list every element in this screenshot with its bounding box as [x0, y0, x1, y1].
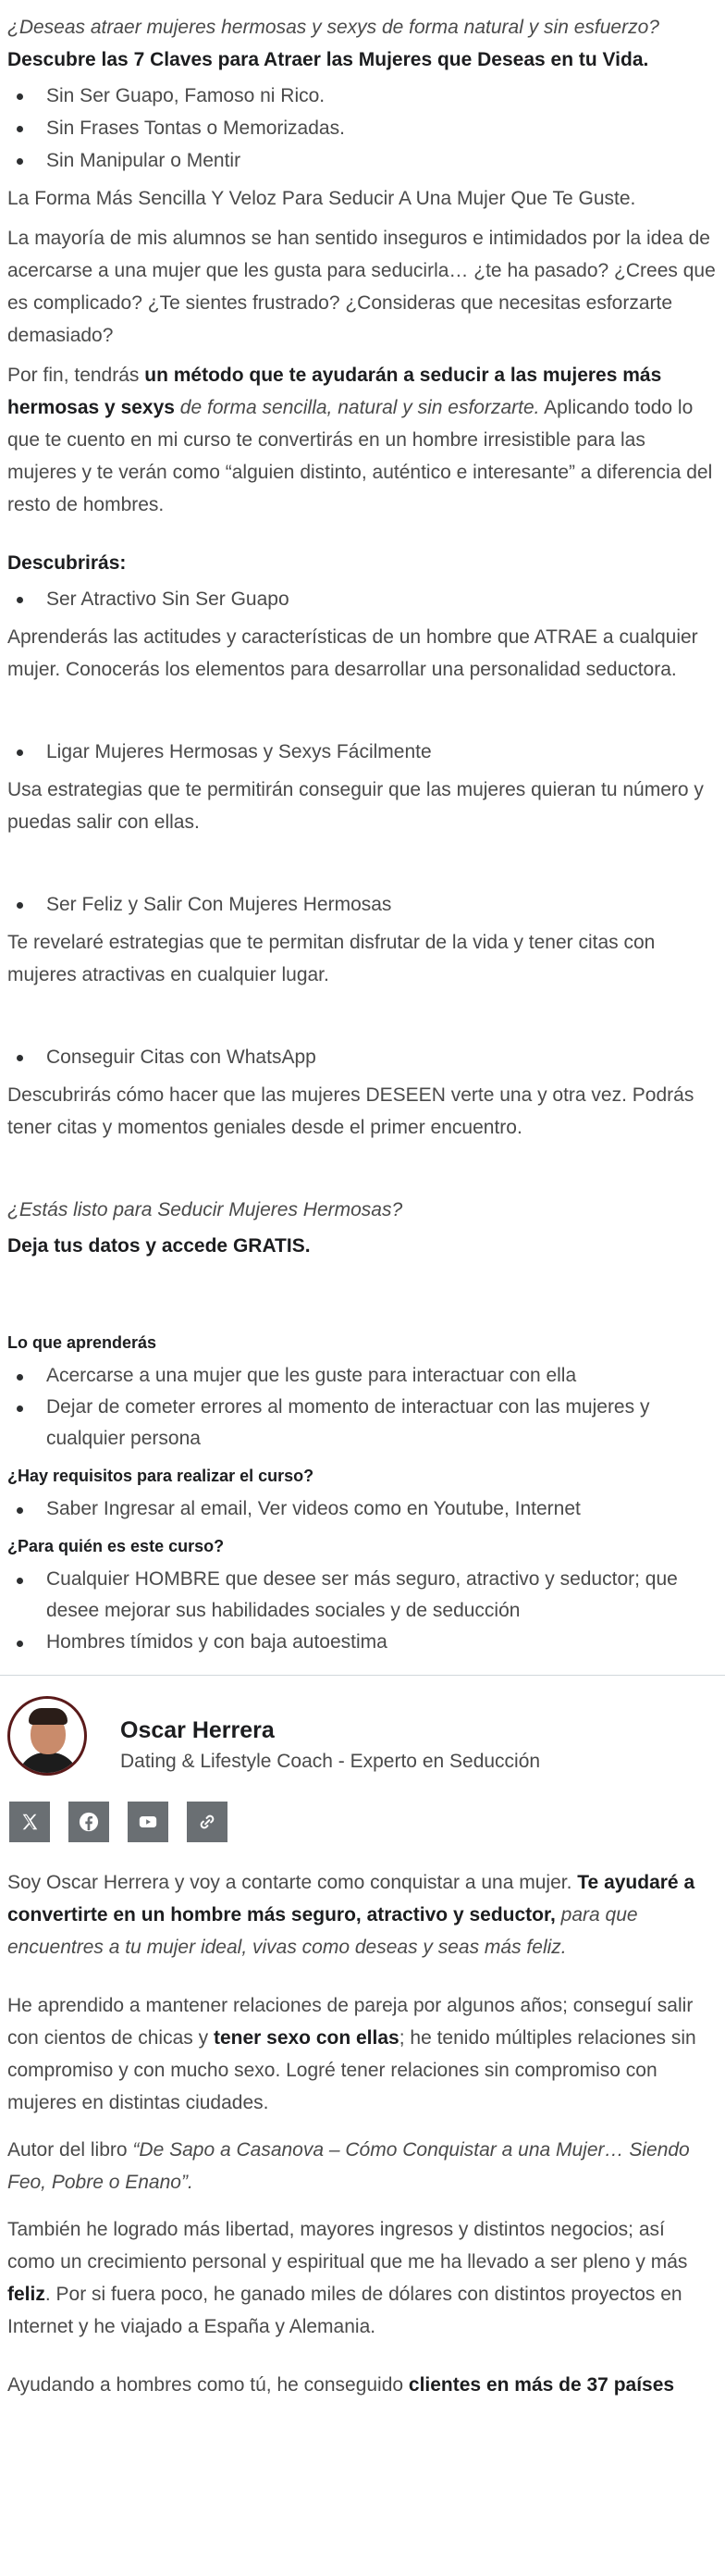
bio-paragraph: Autor del libro “De Sapo a Casanova – Cómo Conquistar a una Mujer… Siendo Feo, Pobre o Enano”.: [7, 2139, 690, 2193]
list-item: Hombres tímidos y con baja autoestima: [7, 1627, 718, 1658]
instructor-meta: [120, 1696, 540, 1777]
requirements-heading: ¿Hay requisitos para realizar el curso?: [7, 1467, 314, 1485]
youtube-icon[interactable]: [128, 1802, 168, 1842]
cta-action: Deja tus datos y accede GRATIS.: [7, 1235, 311, 1257]
intro-question: ¿Deseas atraer mujeres hermosas y sexys de forma natural y sin esfuerzo?: [7, 17, 659, 38]
discover-item-text: Aprenderás las actitudes y características de un hombre que ATRAE a cualquier mujer. Conocerás los elementos para desarrollar una personalidad seductora.: [7, 626, 698, 680]
requirements-list: [7, 1493, 718, 1525]
social-links: [9, 1802, 718, 1842]
learn-list: [7, 1360, 718, 1455]
instructor-name[interactable]: Oscar Herrera: [120, 1717, 275, 1743]
list-item: Cualquier HOMBRE que desee ser más seguro, atractivo y seductor; que desee mejorar sus habilidades sociales y de seducción: [7, 1564, 718, 1627]
list-item: Ser Atractivo Sin Ser Guapo: [7, 583, 718, 615]
instructor-title: Dating & Lifestyle Coach - Experto en Seducción: [120, 1751, 541, 1772]
discover-item-title: [7, 583, 718, 615]
bio-paragraph: También he logrado más libertad, mayores ingresos y distintos negocios; así como un crecimiento personal y espiritual que me ha llevado a ser pleno y más feliz. Por si fuera poco, he ganado miles de dólares con distintos proyectos en Internet y he viajado a España y Alemania.: [7, 2219, 688, 2337]
list-item: Saber Ingresar al email, Ver videos como en Youtube, Internet: [7, 1493, 718, 1525]
list-item: Ligar Mujeres Hermosas y Sexys Fácilmente: [7, 736, 718, 768]
discover-item-title: [7, 736, 718, 768]
intro-method-paragraph: Por fin, tendrás un método que te ayudarán a seducir a las mujeres más hermosas y sexys de forma sencilla, natural y sin esforzarte. Aplicando todo lo que te cuento en mi curso te convertirás en un hombre irresistible para las mujeres y te verán como “alguien distinto, auténtico e interesante” a diferencia del resto de hombres.: [7, 365, 713, 515]
discover-item-text: Descubrirás cómo hacer que las mujeres DESEEN verte una y otra vez. Podrás tener citas y momentos geniales desde el primer encuentro.: [7, 1084, 694, 1138]
list-item: Sin Ser Guapo, Famoso ni Rico.: [7, 80, 718, 112]
intro-bullet-list: [7, 80, 718, 177]
instructor-card: [7, 1696, 718, 1792]
facebook-icon[interactable]: [68, 1802, 109, 1842]
intro-headline: Descubre las 7 Claves para Atraer las Mujeres que Deseas en tu Vida.: [7, 49, 649, 70]
discover-item-title: [7, 1041, 718, 1073]
link-icon[interactable]: [187, 1802, 227, 1842]
avatar[interactable]: [7, 1696, 87, 1776]
discover-item-text: Te revelaré estrategias que te permitan disfrutar de la vida y tener citas con mujeres atractivas en cualquier lugar.: [7, 932, 656, 985]
list-item: Dejar de cometer errores al momento de interactuar con las mujeres y cualquier persona: [7, 1392, 718, 1455]
instructor-bio: [7, 1866, 718, 2401]
intro-tagline: La Forma Más Sencilla Y Veloz Para Seducir A Una Mujer Que Te Guste.: [7, 188, 636, 209]
bio-paragraph: Soy Oscar Herrera y voy a contarte como conquistar a una mujer. Te ayudaré a convertirte en un hombre más seguro, atractivo y seductor, para que encuentres a tu mujer ideal, vivas como deseas y seas más feliz.: [7, 1872, 695, 1958]
bio-paragraph: He aprendido a mantener relaciones de pareja por algunos años; conseguí salir con cientos de chicas y tener sexo con ellas; he tenido múltiples relaciones sin compromiso y con mucho sexo. Logré tener relaciones sin compromiso con mujeres en distintas ciudades.: [7, 1995, 696, 2113]
list-item: Ser Feliz y Salir Con Mujeres Hermosas: [7, 888, 718, 921]
section-divider: [0, 1675, 725, 1676]
bio-paragraph: Ayudando a hombres como tú, he conseguido clientes en más de 37 países: [7, 2374, 675, 2396]
discover-item-title: [7, 888, 718, 921]
list-item: Acercarse a una mujer que les guste para interactuar con ella: [7, 1360, 718, 1392]
audience-heading: ¿Para quién es este curso?: [7, 1537, 225, 1555]
list-item: Sin Manipular o Mentir: [7, 144, 718, 177]
audience-list: [7, 1564, 718, 1658]
learn-heading: Lo que aprenderás: [7, 1333, 157, 1352]
intro-paragraph: La mayoría de mis alumnos se han sentido inseguros e intimidados por la idea de acercarse a una mujer que les gusta para seducirla… ¿te ha pasado? ¿Crees que es complicado? ¿Te sientes frustrado? ¿Consideras que necesitas esforzarte demasiado?: [7, 228, 716, 346]
cta-question: ¿Estás listo para Seducir Mujeres Hermosas?: [7, 1199, 403, 1220]
discover-item-text: Usa estrategias que te permitirán conseguir que las mujeres quieran tu número y puedas salir con ellas.: [7, 779, 704, 833]
discover-heading: Descubrirás:: [7, 552, 127, 574]
x-twitter-icon[interactable]: [9, 1802, 50, 1842]
list-item: Sin Frases Tontas o Memorizadas.: [7, 112, 718, 144]
list-item: Conseguir Citas con WhatsApp: [7, 1041, 718, 1073]
